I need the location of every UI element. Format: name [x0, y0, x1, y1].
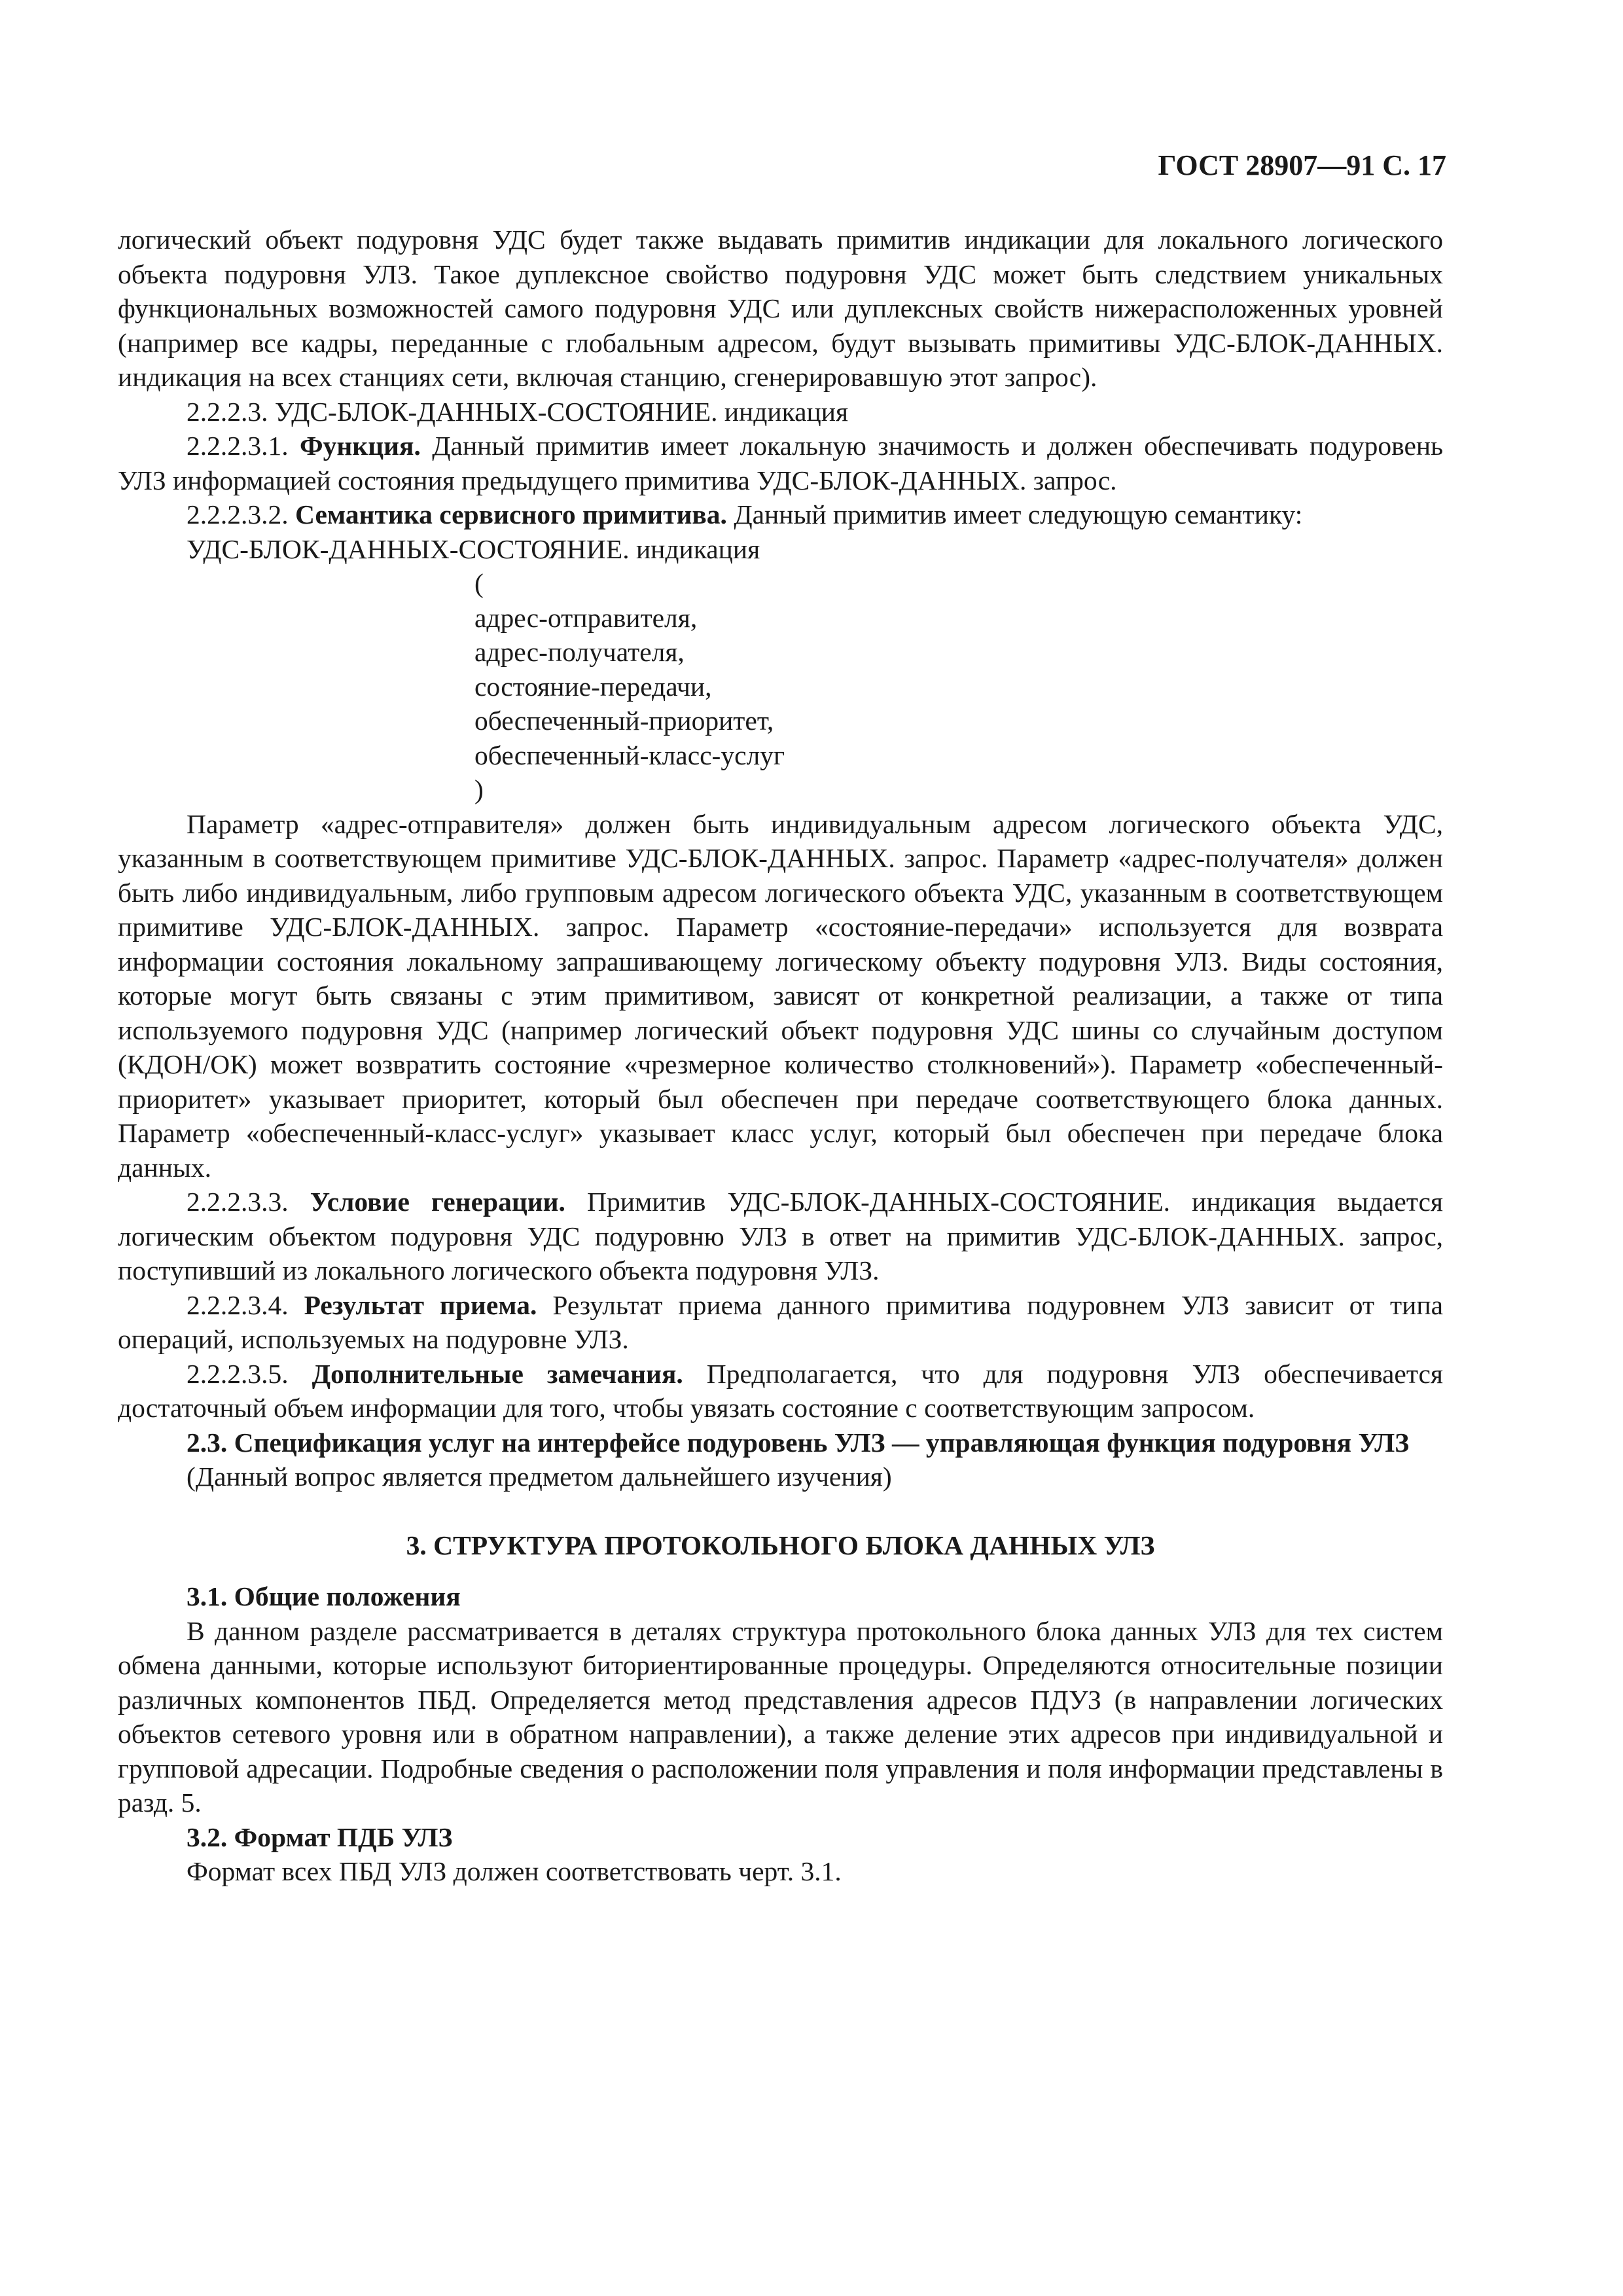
- page-header: ГОСТ 28907—91 С. 17: [1158, 149, 1446, 181]
- parameters-paragraph: Параметр «адрес-отправителя» должен быть индивидуальным адресом логического объекта УДС, указанным в соответствующем примитиве УДС-БЛОК-ДАННЫХ. запрос. Параметр «адрес-получателя» должен быть либо индивидуальным, либо групповым адресом логического объекта УДС, указанным в соответствующем примитиве УДС-БЛОК-ДАННЫХ. запрос. Параметр «состояние-передачи» используется для возврата информации состояния локальному запрашивающему логическому объекту подуровня УЛЗ. Виды состояния, которые могут быть связаны с этим примитивом, зависят от конкретной реализации, а также от типа используемого подуровня УДС (например логический объект подуровня УДС шины со случайным доступом (КДОН/ОК) может возвратить состояние «чрезмерное количество столкновений»). Параметр «обеспеченный-приоритет» указывает приоритет, который был обеспечен при передаче соответствующего блока данных. Параметр «обеспеченный-класс-услуг» указывает класс услуг, который был обеспечен при передаче блока данных.: [118, 808, 1443, 1183]
- clause-number: 2.2.2.3.2.: [187, 499, 289, 529]
- clause-title: Спецификация услуг на интерфейсе подуровень УЛЗ — управляющая функция подуровня УЛЗ: [234, 1427, 1410, 1458]
- clause-number: 2.2.2.3.4.: [187, 1289, 289, 1320]
- clause-2-2-2-3: [118, 395, 1443, 429]
- clause-2-2-2-3-3: [118, 1185, 1443, 1288]
- clause-3-1-heading: [118, 1579, 1443, 1614]
- clause-title: Формат ПДБ УЛЗ: [234, 1821, 453, 1852]
- intro-paragraph: логический объект подуровня УДС будет также выдавать примитив индикации для локального логического объекта подуровня УЛЗ. Такое дуплексное свойство подуровня УДС может быть следствием уникальных функциональных возможностей самого подуровня УДС или дуплексных свойств нижерасположенных уровней (например все кадры, переданные с глобальным адресом, будут вызывать примитивы УДС-БЛОК-ДАННЫХ. индикация на всех станциях сети, включая станцию, сгенерировавшую этот запрос).: [118, 224, 1443, 392]
- signature-param: обеспеченный-класс-услуг: [474, 740, 785, 770]
- clause-text: УДС-БЛОК-ДАННЫХ-СОСТОЯНИЕ. индикация: [274, 396, 849, 427]
- clause-number: 2.2.2.3.: [187, 396, 268, 427]
- clause-number: 2.2.2.3.5.: [187, 1358, 289, 1389]
- signature-close-paren: ): [474, 774, 484, 804]
- clause-label: Дополнительные замечания.: [312, 1358, 683, 1389]
- clause-text: Данный примитив имеет следующую семантику:: [734, 499, 1303, 529]
- signature-param: адрес-получателя,: [474, 637, 685, 667]
- signature-param: обеспеченный-приоритет,: [474, 706, 774, 736]
- clause-number: 3.2.: [187, 1821, 228, 1852]
- clause-text: Результат приема данного примитива подуровнем УЛЗ зависит от типа операций, используемых на подуровне УЛЗ.: [118, 1289, 1444, 1354]
- signature-param: состояние-передачи,: [474, 671, 712, 702]
- clause-number: 2.2.2.3.1.: [187, 431, 289, 461]
- clause-3-1-text: В данном разделе рассматривается в деталях структура протокольного блока данных УЛЗ для тех систем обмена данными, которые используют биториентированные процедуры. Определяются относительные позиции различных компонентов ПБД. Определяется метод представления адресов ПДУЗ (в направлении логических объектов сетевого уровня или в обратном направлении), а также деление этих адресов при индивидуальной и групповой адресации. Подробные сведения о расположении поля управления и поля информации представлены в разд. 5.: [118, 1615, 1443, 1818]
- clause-label: Функция.: [299, 431, 421, 461]
- clause-2-2-2-3-4: [118, 1288, 1443, 1357]
- clause-title: Общие положения: [234, 1581, 461, 1611]
- clause-text: Предполагается, что для подуровня УЛЗ обеспечивается достаточный объем информации для того, чтобы увязать состояние с соответствующим запросом.: [118, 1358, 1443, 1423]
- clause-3-2-heading: [118, 1820, 1443, 1855]
- clause-number: 2.2.2.3.3.: [187, 1187, 289, 1217]
- primitive-signature: [474, 566, 1443, 807]
- clause-label: Условие генерации.: [310, 1187, 565, 1217]
- spacer: [118, 1562, 1443, 1579]
- clause-text: Примитив УДС-БЛОК-ДАННЫХ-СОСТОЯНИЕ. индикация выдается логическим объектом подуровня УДС подуровню УЛЗ в ответ на примитив УДС-БЛОК-ДАННЫХ. запрос, поступивший из локального логического объекта подуровня УЛЗ.: [118, 1187, 1443, 1285]
- signature-param: адрес-отправителя,: [474, 602, 698, 633]
- clause-2-2-2-3-1: [118, 429, 1443, 497]
- clause-2-3-heading: [118, 1426, 1443, 1460]
- clause-label: Семантика сервисного примитива.: [295, 499, 727, 529]
- section-3-title: 3. СТРУКТУРА ПРОТОКОЛЬНОГО БЛОКА ДАННЫХ УЛЗ: [406, 1530, 1155, 1560]
- clause-text: Данный примитив имеет локальную значимость и должен обеспечивать подуровень УЛЗ информацией состояния предыдущего примитива УДС-БЛОК-ДАННЫХ. запрос.: [118, 431, 1443, 495]
- spacer: [118, 1494, 1443, 1528]
- signature-open-paren: (: [474, 568, 484, 598]
- document-body: [118, 223, 1443, 1889]
- clause-number: 2.3.: [187, 1427, 228, 1458]
- primitive-name: УДС-БЛОК-ДАННЫХ-СОСТОЯНИЕ. индикация: [187, 533, 760, 564]
- clause-2-3-note: (Данный вопрос является предметом дальнейшего изучения): [187, 1462, 892, 1492]
- clause-label: Результат приема.: [304, 1289, 537, 1320]
- clause-3-2-text: Формат всех ПБД УЛЗ должен соответствовать черт. 3.1.: [187, 1856, 842, 1886]
- clause-number: 3.1.: [187, 1581, 228, 1611]
- clause-2-2-2-3-2: [118, 497, 1443, 532]
- clause-2-2-2-3-5: [118, 1357, 1443, 1426]
